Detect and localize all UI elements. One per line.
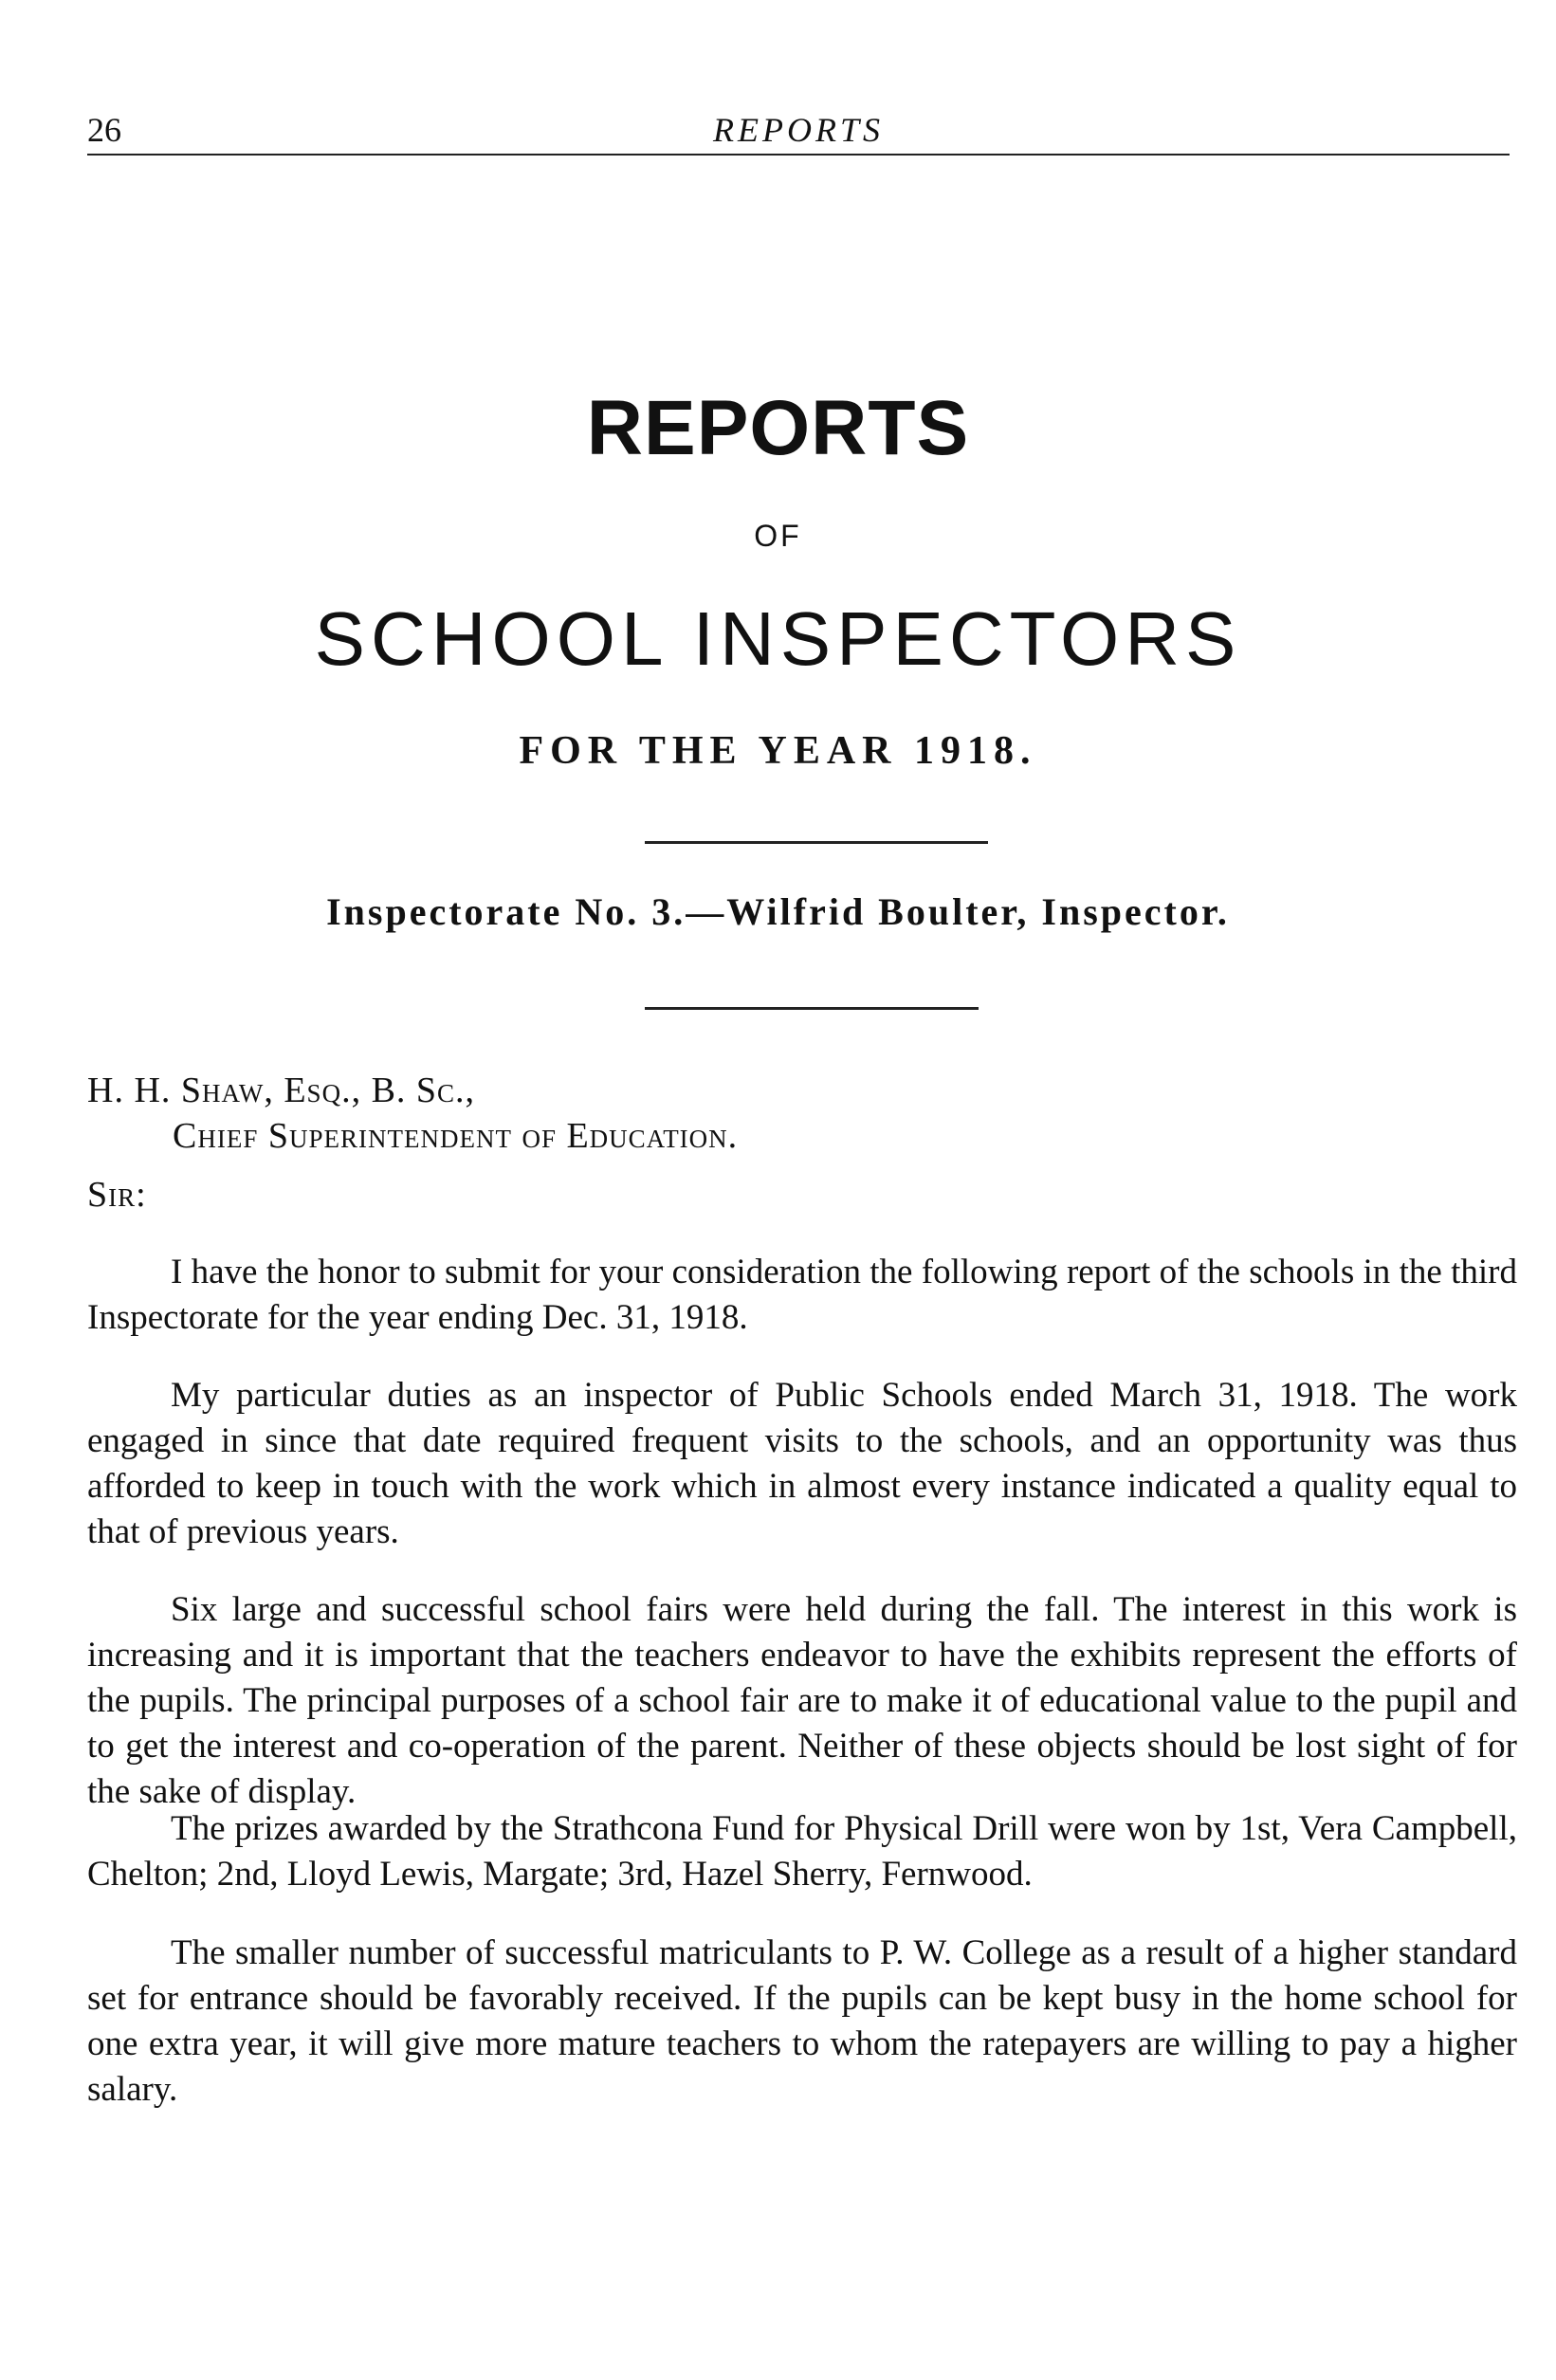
divider-rule [645,841,988,844]
title-connector: OF [754,519,802,553]
salutation: Sir: [87,1175,147,1215]
header-rule [87,154,1510,156]
divider-rule [645,1007,979,1010]
body-paragraph: I have the honor to submit for your consideration the following report of the schools in the third Inspectorate for the year ending Dec. 31, 1918. [87,1253,1517,1337]
page-header [87,104,1510,161]
page-number: 26 [87,111,121,149]
body-paragraph: My particular duties as an inspector of Public Schools ended March 31, 1918. The work engaged in since that date required frequent visits to the schools, and an opportunity was thus afforded to keep in touch with the work which in almost every instance indicated a quality equal to that of previous years. [87,1376,1517,1551]
year-line: FOR THE YEAR 1918. [519,729,1037,773]
inspectorate-line: Inspectorate No. 3.—Wilfrid Boulter, Inspector. [326,890,1230,933]
addressee-name: H. H. Shaw, Esq., B. Sc., [87,1071,476,1110]
body-paragraph: The prizes awarded by the Strathcona Fund for Physical Drill were won by 1st, Vera Campbell, Chelton; 2nd, Lloyd Lewis, Margate; 3rd, Hazel Sherry, Fernwood. [87,1809,1517,1894]
document-subtitle: SCHOOL INSPECTORS [314,596,1242,681]
addressee-title: Chief Superintendent of Education. [173,1116,739,1156]
document-title: REPORTS [586,385,970,471]
body-paragraph: Six large and successful school fairs were held during the fall. The interest in this work is increasing and it is important that the teachers endeavor to have the exhibits represent the efforts of the pupils. The principal purposes of a school fair are to make it of educational value to the pupil and to get the interest and co-operation of the parent. Neither of these objects should be lost sight of for the sake of display. [87,1590,1517,1811]
body-paragraph: The smaller number of successful matriculants to P. W. College as a result of a higher standard set for entrance should be favorably received. If the pupils can be kept busy in the home school for one extra year, it will give more mature teachers to whom the ratepayers are willing to pay a higher salary. [87,1933,1517,2109]
running-head: REPORTS [713,111,884,149]
